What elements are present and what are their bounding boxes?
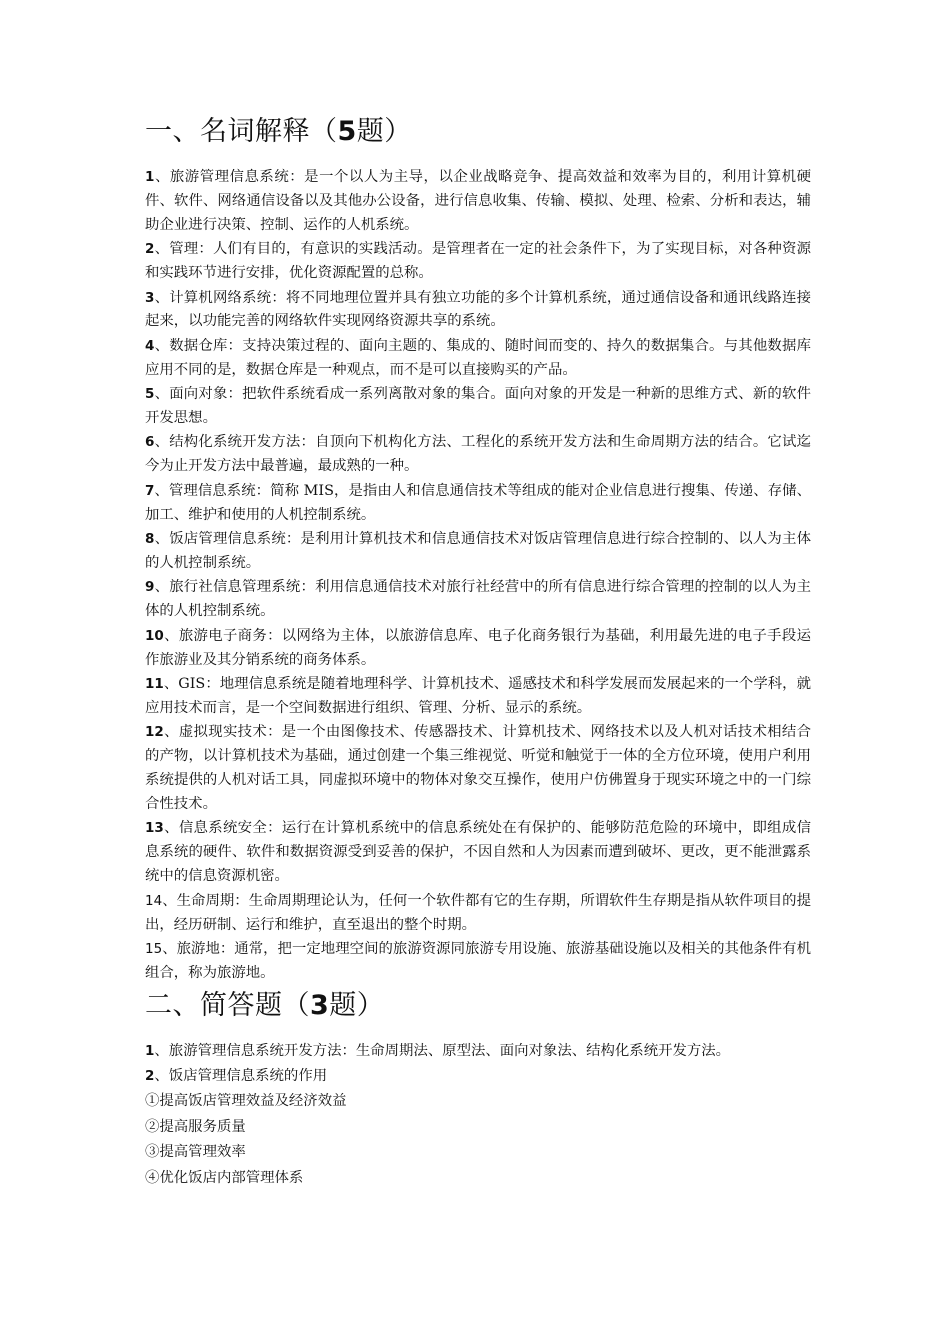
answer-entry <box>145 1065 811 1089</box>
term-entry <box>145 238 811 286</box>
entry-number: 2 <box>145 1067 155 1084</box>
entry-text: 、面向对象：把软件系统看成一系列离散对象的集合。面向对象的开发是一种新的思维方式、新的软件开发思想。 <box>145 386 811 427</box>
entry-text: 、管理信息系统：简称 MIS，是指由人和信息通信技术等组成的能对企业信息进行搜集、传递、存储、加工、维护和使用的人机控制系统。 <box>145 482 811 523</box>
term-entry <box>145 721 811 817</box>
entry-text: 、管理：人们有目的，有意识的实践活动。是管理者在一定的社会条件下，为了实现目标，对各种资源和实践环节进行安排，优化资源配置的总称。 <box>145 241 811 282</box>
entry-text: 、旅游管理信息系统开发方法：生命周期法、原型法、面向对象法、结构化系统开发方法。 <box>154 1043 731 1060</box>
answer-subitem: ②提高服务质量 <box>145 1118 246 1135</box>
entry-text: 、旅行社信息管理系统：利用信息通信技术对旅行社经营中的所有信息进行综合管理的控制的以人为主体的人机控制系统。 <box>145 579 811 620</box>
term-entry <box>145 817 811 889</box>
section-2-heading <box>145 986 811 1026</box>
entry-text: 、生命周期：生命周期理论认为，任何一个软件都有它的生存期，所谓软件生存期是指从软件项目的提出，经历研制、运行和维护，直至退出的整个时期。 <box>145 892 811 933</box>
entry-number: 1 <box>145 169 155 185</box>
term-entry <box>145 335 811 383</box>
entry-text: 、旅游电子商务：以网络为主体，以旅游信息库、电子化商务银行为基础，利用最先进的电子手段运作旅游业及其分销系统的商务体系。 <box>145 627 811 668</box>
answer-subitem: ④优化饭店内部管理体系 <box>145 1169 304 1186</box>
section-1-heading-prefix: 一、名词解释（ <box>145 116 338 147</box>
entry-number: 2 <box>145 241 155 258</box>
answer-subitem: ①提高饭店管理效益及经济效益 <box>145 1093 347 1110</box>
section-2-heading-prefix: 二、简答题（ <box>145 990 310 1022</box>
entry-number: 10 <box>145 627 164 644</box>
term-entry <box>145 383 811 431</box>
entry-number: 13 <box>145 820 164 837</box>
entry-number: 9 <box>145 579 155 596</box>
term-entry <box>145 576 811 624</box>
term-entry <box>145 287 811 335</box>
section-2-heading-count: 3 <box>310 990 330 1022</box>
entry-number: 12 <box>145 724 164 741</box>
section-2-heading-suffix: 题） <box>329 990 385 1022</box>
entry-number: 8 <box>145 531 155 548</box>
section-2-list <box>145 1040 811 1191</box>
section-1-heading <box>145 112 811 152</box>
term-entry <box>145 938 811 986</box>
term-entry <box>145 528 811 576</box>
answer-subitem: ③提高管理效率 <box>145 1144 246 1161</box>
term-entry <box>145 625 811 673</box>
term-entry <box>145 890 811 938</box>
entry-text: 、数据仓库：支持决策过程的、面向主题的、集成的、随时间而变的、持久的数据集合。与其他数据库应用不同的是，数据仓库是一种观点，而不是可以直接购买的产品。 <box>145 337 811 378</box>
entry-text: 、饭店管理信息系统：是利用计算机技术和信息通信技术对饭店管理信息进行综合控制的、以人为主体的人机控制系统。 <box>145 531 811 571</box>
entry-text: 、旅游管理信息系统：是一个以人为主导，以企业战略竞争、提高效益和效率为目的，利用计算机硬件、软件、网络通信设备以及其他办公设备，进行信息收集、传输、模拟、处理、检索、分析和表达，辅助企业进行决策、控制、运作的人机系统。 <box>145 169 811 233</box>
document-page <box>145 112 811 1191</box>
entry-number: 6 <box>145 434 155 451</box>
answer-entry <box>145 1040 811 1064</box>
entry-text: 、旅游地：通常，把一定地理空间的旅游资源同旅游专用设施、旅游基础设施以及相关的其他条件有机组合，称为旅游地。 <box>145 941 811 981</box>
term-entry <box>145 166 811 238</box>
entry-text: 、结构化系统开发方法：自顶向下机构化方法、工程化的系统开发方法和生命周期方法的结合。它试迄今为止开发方法中最普遍，最成熟的一种。 <box>145 434 811 475</box>
entry-number: 11 <box>145 676 164 693</box>
entry-text: 、信息系统安全：运行在计算机系统中的信息系统处在有保护的、能够防范危险的环境中，即组成信息系统的硬件、软件和数据资源受到妥善的保护，不因自然和人为因素而遭到破坏、更改，更不能泄露系统中的信息资源机密。 <box>145 820 811 885</box>
entry-number: 3 <box>145 289 155 306</box>
term-entry <box>145 431 811 479</box>
term-entry <box>145 673 811 721</box>
entry-number: 15 <box>145 941 163 957</box>
entry-number: 1 <box>145 1043 155 1060</box>
entry-number: 5 <box>145 386 155 403</box>
entry-text: 、饭店管理信息系统的作用 <box>154 1067 328 1084</box>
entry-text: 、GIS：地理信息系统是随着地理科学、计算机技术、遥感技术和科学发展而发展起来的一个学科，就应用技术而言，是一个空间数据进行组织、管理、分析、显示的系统。 <box>145 676 811 716</box>
entry-number: 7 <box>145 482 155 499</box>
entry-number: 14 <box>145 892 163 909</box>
section-1-heading-count: 5 <box>337 116 357 147</box>
entry-number: 4 <box>145 337 155 354</box>
entry-text: 、虚拟现实技术：是一个由图像技术、传感器技术、计算机技术、网络技术以及人机对话技术相结合的产物，以计算机技术为基础，通过创建一个集三维视觉、听觉和触觉于一体的全方位环境，使用户利用系统提供的人机对话工具，同虚拟环境中的物体对象交互操作，使用户仿佛置身于现实环境之中的一门综合性技术。 <box>145 724 811 813</box>
section-1-list <box>145 166 811 986</box>
section-1-heading-suffix: 题） <box>356 116 412 147</box>
term-entry <box>145 480 811 528</box>
entry-text: 、计算机网络系统：将不同地理位置并具有独立功能的多个计算机系统，通过通信设备和通讯线路连接起来，以功能完善的网络软件实现网络资源共享的系统。 <box>145 289 811 330</box>
